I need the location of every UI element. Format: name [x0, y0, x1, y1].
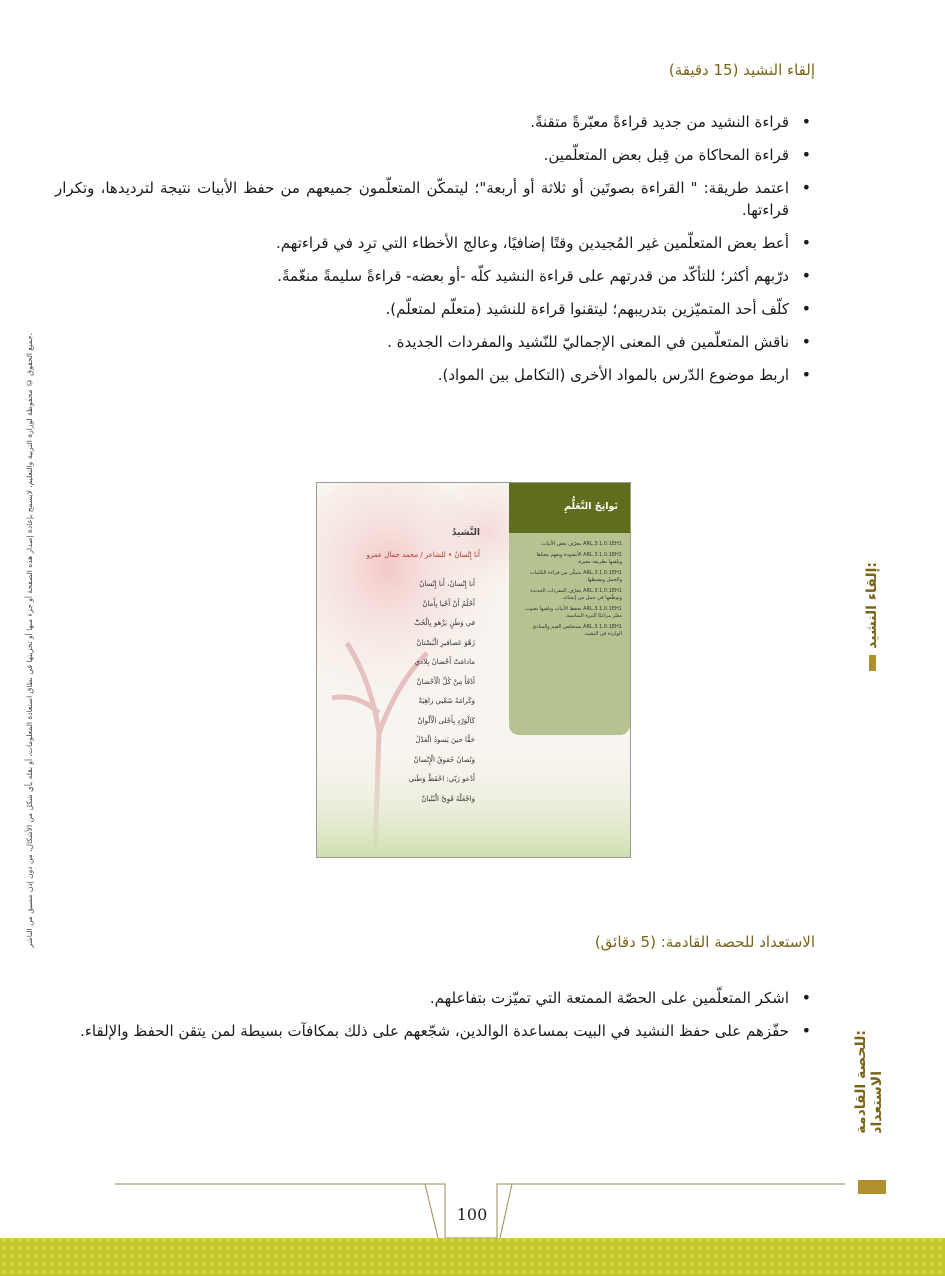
section-heading-recitation: إلقاء النشيد (15 دقيقة) — [668, 61, 815, 79]
learning-outcomes-box — [509, 483, 630, 735]
page-number: 100 — [456, 1205, 488, 1224]
poem-verse: وَكَرامَةُ شَعْبي زاهِيَةٌ — [418, 697, 475, 705]
section-heading-preparation: الاستعداد للحصة القادمة: (5 دقائق) — [594, 933, 815, 951]
list-item: • حفّزهم على حفظ النشيد في البيت بمساعدة الوالدين، شجّعهم على ذلك بمكافآت بسيطة لمن يتقن الحفظ والإلقاء. — [55, 1020, 815, 1042]
poem-verse: مادامَتْ أَحْضانُ بِلادي — [414, 658, 475, 666]
list-item: • قراءة النشيد من جديد قراءةً معبّرةً متقنةً. — [55, 111, 815, 133]
poem-verse: أَدْفَأَ مِنْ كُلِّ الْأَحْضانْ — [416, 677, 475, 686]
list-item: • ناقش المتعلّمين في المعنى الإجماليّ للنّشيد والمفردات الجديدة . — [55, 331, 815, 353]
copyright-notice: جميع الحقوق © محفوظة لوزارة التربية والتعليم. لايسمح بإعادة إصدار هذه الصفحة أو جزء منها أو تخزينها في نطاق استعادة المعلومات، أو نقله بأي شكل من الأشكال، من دون إذن مسبق من الناشر. — [24, 332, 34, 948]
list-item: • أعط بعض المتعلّمين غير المُجيدين وقتًا إضافيًا، وعالج الأخطاء التي ترِد في قراءتهم. — [55, 232, 815, 254]
poem-verse: أَدْعو رَبّي: احْفَظْ وَطَني — [408, 775, 475, 783]
page-footer-decoration — [0, 1180, 945, 1276]
side-tab-label: للحصة القادمة: — [853, 1030, 869, 1134]
list-item: ARL.3.1.0.1EH1 يحفظ الأبيات ويلقيها بصوت معبّر مراعيًا النبرة المناسبة. — [525, 606, 622, 619]
poem-verse: أَحْلُمُ أَنْ أَحْيا بِأَمانْ — [422, 599, 475, 608]
poem-verse: كَالْوَرْدِ بِأَحْلى الْأَلْوانْ — [417, 716, 475, 725]
list-item: • درّبهم أكثر؛ للتأكّد من قدرتهم على قراءة النشيد كلّه -أو بعضه- قراءةً سليمةً منغّمةً. — [55, 265, 815, 287]
side-tab-marker — [869, 655, 876, 671]
list-item: ARL.3.1.0.1EH1 الأنشودة ويفهم معناها ويلقيها بطريقة معبرة. — [536, 552, 622, 565]
side-tab-preparation — [833, 1030, 885, 1134]
list-item: ARL.3.1.0.1EH1 يتمكّن من قراءة الكلمات والجمل ويضبطها. — [529, 570, 622, 583]
list-item: • قراءة المحاكاة من قِبل بعض المتعلّمين. — [55, 144, 815, 166]
side-tab-recitation — [859, 562, 885, 671]
poem-verse: أَنا إِنْسانٌ، أَنا إِنْسانٌ — [419, 580, 475, 588]
poem-verse: في وَطَنٍ يَزْهو بِالْحُبّْ — [414, 619, 475, 627]
recitation-steps-list — [55, 111, 815, 397]
textbook-page-image — [316, 482, 631, 858]
poem-verse: حَقًّا حينَ يَسودُ الْعَدْلُ — [415, 736, 475, 744]
list-item: ARL.3.1.0.1EH1 يستخلص القيم والمبادئ الواردة في النشيد. — [532, 624, 622, 637]
learning-outcomes-header: نَواتِجُ التَّعَلُّمِ — [509, 483, 630, 533]
preparation-steps-list — [55, 987, 815, 1053]
poem-section-title: النَّشيدُ — [451, 528, 480, 538]
list-item: ARL.3.1.0.1EH1 يتعرّف بعض الأبيات. — [540, 541, 622, 547]
poem-verse: وَاجْعَلْهُ قَوِيَّ الْبُنْيانْ — [421, 794, 475, 803]
poem-verse: وَتُصانُ حُقوقُ الْإِنْسانْ — [413, 755, 475, 764]
learning-outcomes-list — [522, 541, 622, 642]
list-item: • اعتمد طريقة: " القراءة بصوتَين أو ثلاثة أو أربعة"؛ ليتمكّن المتعلّمون جميعهم من حفظ الأبيات نتيجة لترديدها، وتكرار قراءتها. — [55, 177, 815, 221]
list-item: • اشكر المتعلّمين على الحصّة الممتعة التي تميّزت بتفاعلهم. — [55, 987, 815, 1009]
list-item: ARL.3.1.0.1EH1 يتعرّف المفردات الجديدة ويوظّفها في جمل من إنشائه. — [530, 588, 622, 601]
poem-verses — [335, 575, 475, 809]
list-item: • اربط موضوع الدّرس بالمواد الأخرى (التكامل بين المواد). — [55, 364, 815, 386]
poem-verse: زَهْوَ عَصافيرِ الْبُسْتانْ — [416, 638, 475, 647]
list-item: • كلّف أحد المتميّزين بتدريبهم؛ ليتقنوا قراءة للنشيد (متعلّم لمتعلّم). — [55, 298, 815, 320]
poem-title-author: أَنا إِنْسانٌ • للشاعر / محمد جمال عمرو — [366, 551, 480, 559]
side-tab-label: إلقاء النشيد: — [864, 562, 880, 649]
side-tab-label: الاستعداد — [869, 1070, 885, 1134]
